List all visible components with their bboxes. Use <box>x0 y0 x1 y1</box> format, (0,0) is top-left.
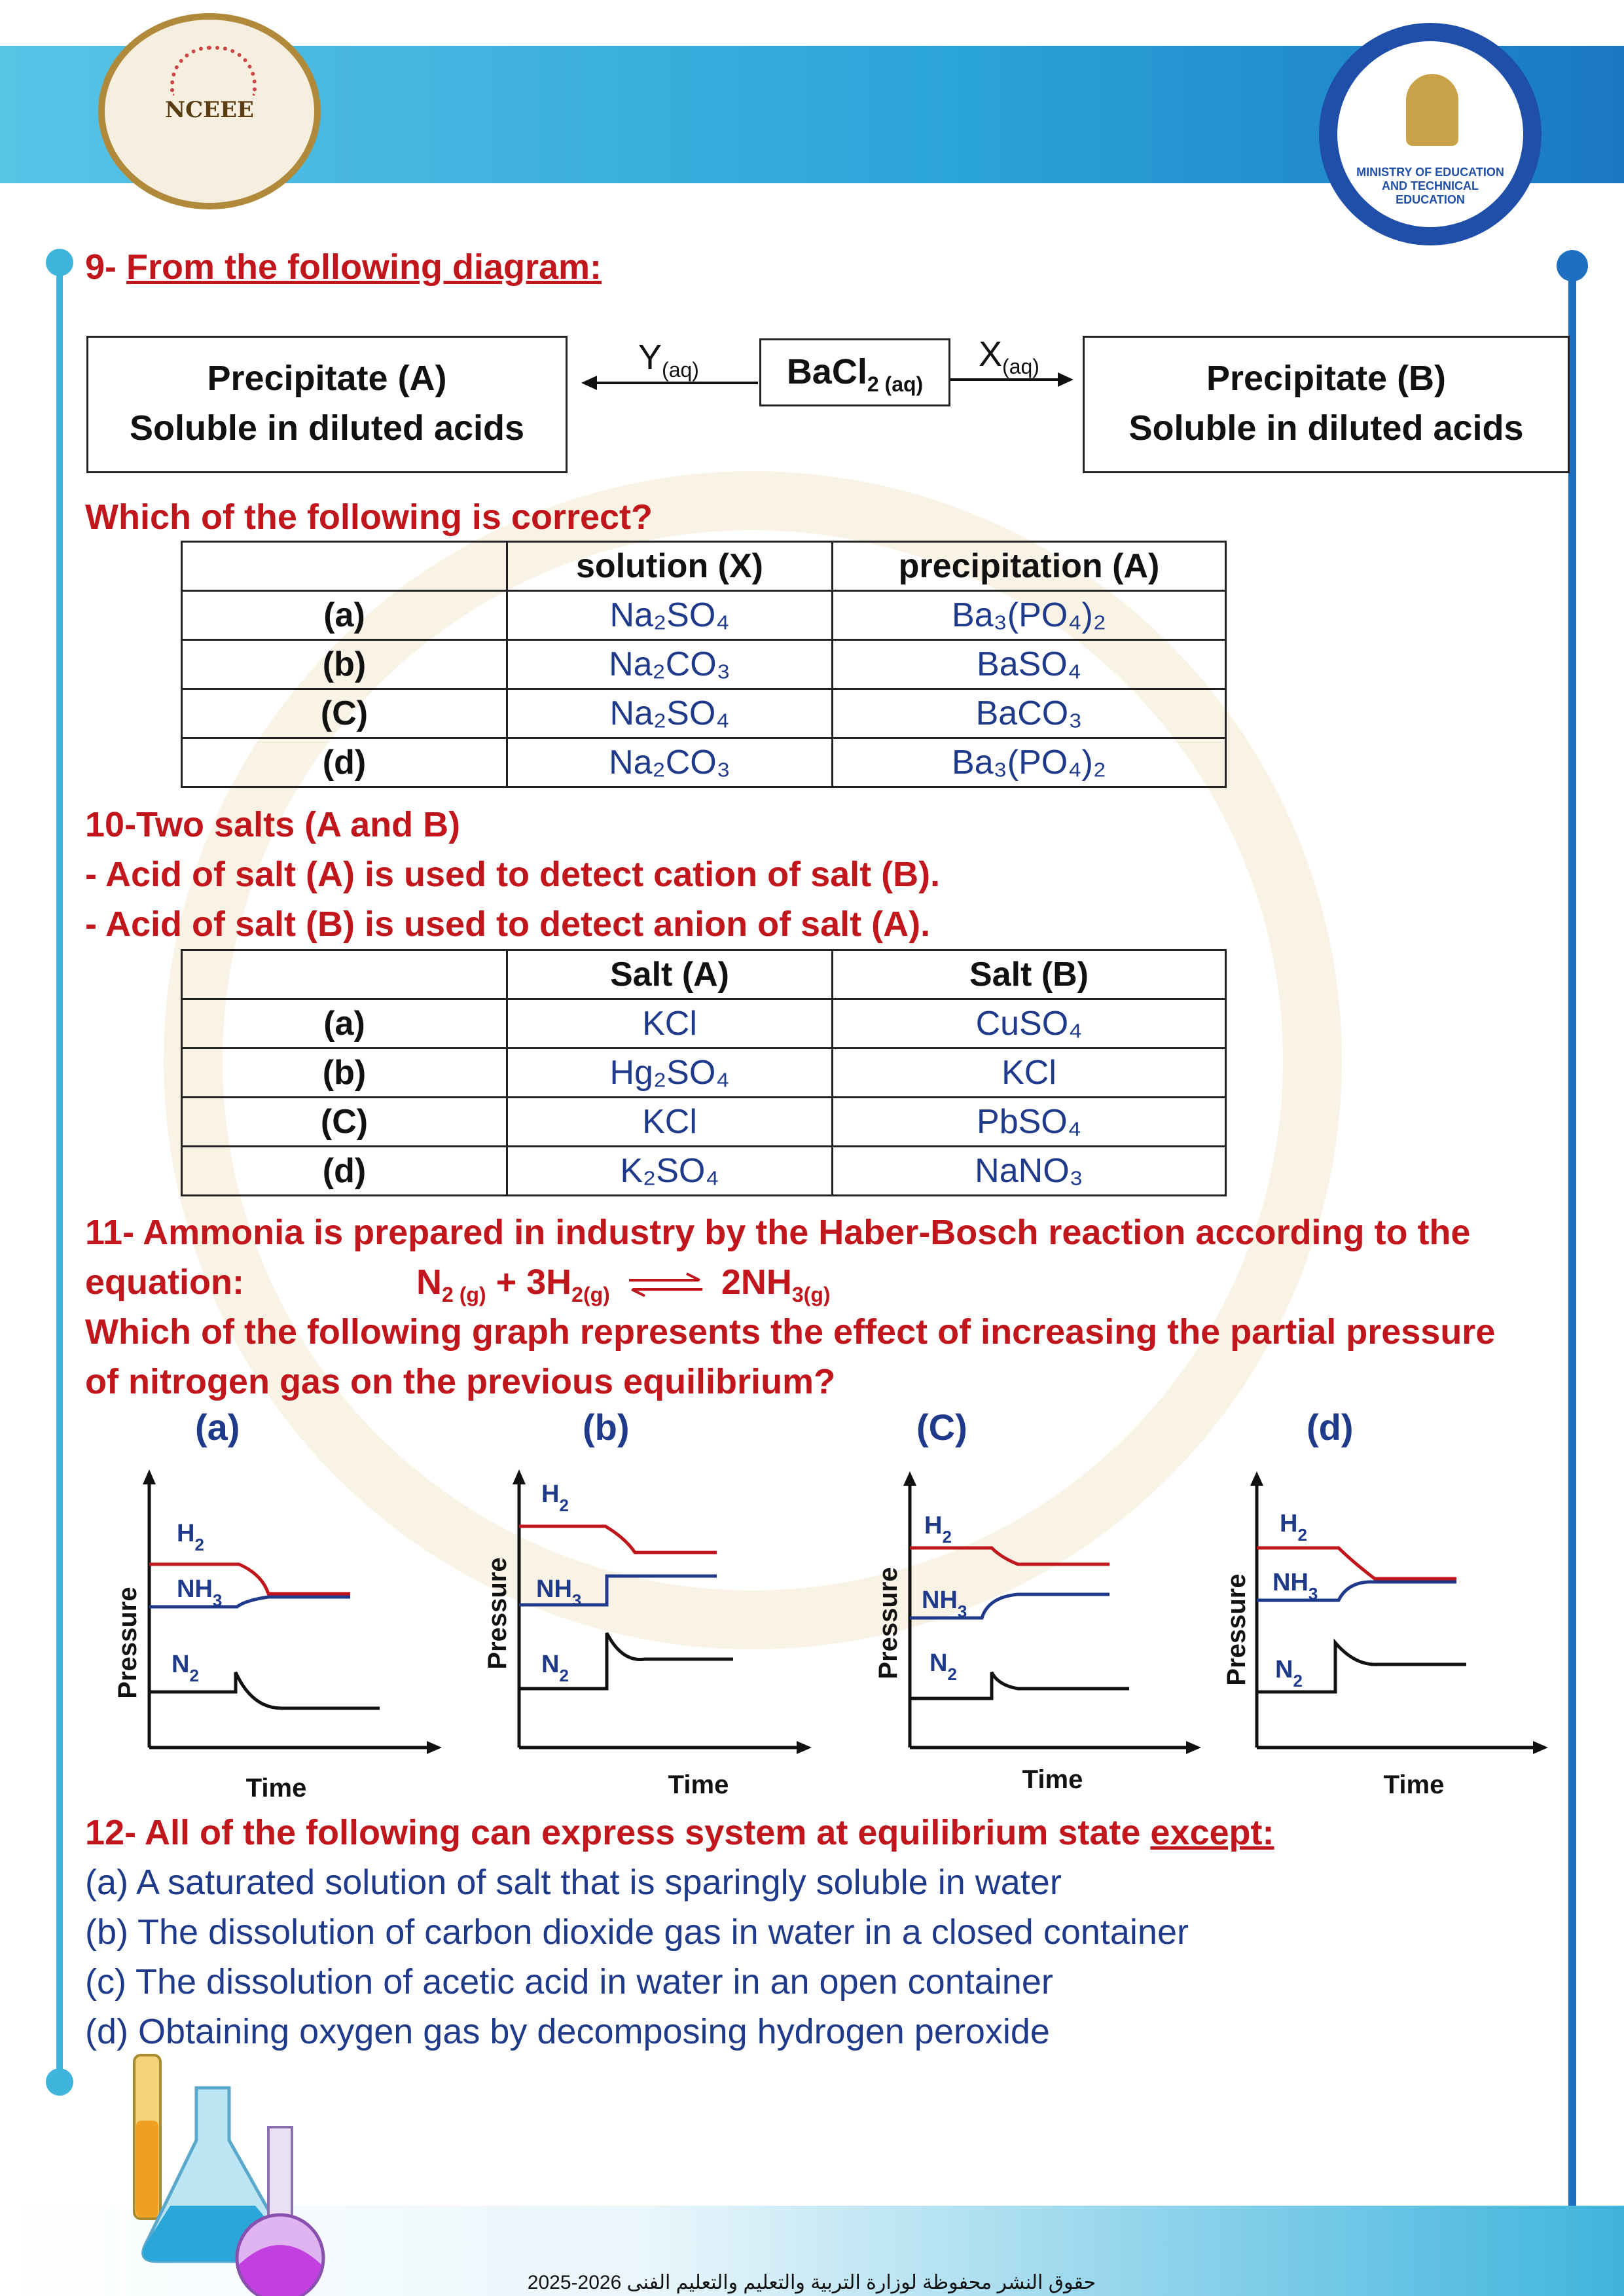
nceee-logo-text: NCEEE <box>165 97 254 123</box>
graph-label-a: (a) <box>195 1407 240 1448</box>
graph-b <box>481 1466 821 1806</box>
table-row <box>182 640 1226 689</box>
nh3-label: $NH_3$ <box>1272 1569 1318 1604</box>
eq-h2: + 3H <box>496 1263 572 1302</box>
q9-arrows <box>0 0 1624 524</box>
q9-row-x: Na₂CO₃ <box>507 640 833 689</box>
q9-row-x: Na₂CO₃ <box>507 738 833 787</box>
table-row <box>182 1049 1226 1098</box>
h2-label: $H_2$ <box>924 1512 952 1547</box>
q10-row-b: PbSO₄ <box>833 1098 1226 1147</box>
q9-table <box>181 541 1227 788</box>
q9-row-label: (b) <box>182 640 507 689</box>
table-row <box>182 999 1226 1049</box>
q10-line1: - Acid of salt (A) is used to detect cation of salt (B). <box>85 855 941 894</box>
precipitate-b-line2: Soluble in diluted acids <box>1128 408 1524 448</box>
nh3-label: $NH_3$ <box>922 1587 967 1621</box>
q9-header-0 <box>182 542 507 591</box>
x-axis-label: Time <box>1383 1770 1445 1799</box>
q9-row-label: (C) <box>182 689 507 738</box>
h2-label: $H_2$ <box>1280 1510 1307 1545</box>
arrow-y-label <box>638 337 699 382</box>
q9-row-x: Na₂SO₄ <box>507 689 833 738</box>
n2-label: $N_2$ <box>541 1651 569 1685</box>
q9-title-text: From the following diagram: <box>126 247 602 287</box>
q10-row-a: KCl <box>507 999 833 1049</box>
y-axis-label: Pressure <box>874 1567 903 1679</box>
nh3-label: $NH_3$ <box>177 1575 223 1610</box>
h2-line <box>519 1526 717 1552</box>
q12-title-text: 12- All of the following can express system at equilibrium state <box>85 1813 1151 1852</box>
table-row <box>182 950 1226 999</box>
q11-eq-label: equation: <box>85 1263 244 1302</box>
q9-row-a: BaCO₃ <box>833 689 1226 738</box>
q10-row-a: K₂SO₄ <box>507 1147 833 1196</box>
n2-label: $N_2$ <box>171 1651 199 1685</box>
h2-label: $H_2$ <box>541 1480 569 1515</box>
bacl2-sub: 2 (aq) <box>867 372 924 396</box>
nh3-label: $NH_3$ <box>536 1575 582 1610</box>
equilibrium-arrows-icon <box>626 1272 705 1298</box>
precipitate-a-line2: Soluble in diluted acids <box>129 408 525 448</box>
left-rail <box>56 262 63 2088</box>
table-row <box>182 542 1226 591</box>
precipitate-a-line1: Precipitate (A) <box>207 359 447 398</box>
table-row <box>182 738 1226 787</box>
q12-option-c: (c) The dissolution of acetic acid in water in an open container <box>85 1962 1053 2001</box>
q10-row-label: (d) <box>182 1147 507 1196</box>
graph-label-b: (b) <box>583 1407 630 1448</box>
q9-row-a: Ba₃(PO₄)₂ <box>833 738 1226 787</box>
q10-row-a: Hg₂SO₄ <box>507 1049 833 1098</box>
q9-question: Which of the following is correct? <box>85 497 653 537</box>
q10-line2: - Acid of salt (B) is used to detect anion of salt (A). <box>85 905 931 944</box>
table-row <box>182 591 1226 640</box>
graph-c <box>864 1466 1204 1806</box>
q9-header-2: precipitation (A) <box>833 542 1226 591</box>
footer-text: حقوق النشر محفوظة لوزارة التربية والتعليم والتعليم الفنى 2026-2025 <box>527 2272 1096 2293</box>
q12-except: except: <box>1150 1813 1274 1852</box>
q9-header-1: solution (X) <box>507 542 833 591</box>
arrow-x-label <box>979 334 1039 379</box>
q9-row-a: Ba₃(PO₄)₂ <box>833 591 1226 640</box>
precipitate-b-line1: Precipitate (B) <box>1206 359 1447 398</box>
q12-option-d: (d) Obtaining oxygen gas by decomposing hydrogen peroxide <box>85 2012 1050 2051</box>
table-row <box>182 1098 1226 1147</box>
q10-row-a: KCl <box>507 1098 833 1147</box>
bacl2-text: BaCl <box>786 352 867 391</box>
q9-row-x: Na₂SO₄ <box>507 591 833 640</box>
q10-header-2: Salt (B) <box>833 950 1226 999</box>
q11-line2: Which of the following graph represents the effect of increasing the partial pressure <box>85 1312 1496 1352</box>
q10-title: 10-Two salts (A and B) <box>85 805 461 844</box>
graph-label-c: (C) <box>916 1407 967 1448</box>
q10-row-label: (a) <box>182 999 507 1049</box>
x-axis-label: Time <box>668 1770 729 1799</box>
q9-row-a: BaSO₄ <box>833 640 1226 689</box>
eq-h2-sub: 2(g) <box>571 1282 610 1306</box>
arrow-x-sub: (aq) <box>1002 354 1039 378</box>
q10-table <box>181 949 1227 1196</box>
q11-line1: 11- Ammonia is prepared in industry by the Haber-Bosch reaction according to the <box>85 1213 1471 1252</box>
right-rail <box>1568 268 1576 2206</box>
q9-number: 9- <box>85 247 127 287</box>
q10-row-label: (C) <box>182 1098 507 1147</box>
graph-a <box>111 1466 452 1806</box>
q10-row-b: CuSO₄ <box>833 999 1226 1049</box>
x-axis-label: Time <box>245 1774 307 1803</box>
q10-row-b: NaNO₃ <box>833 1147 1226 1196</box>
left-rail-bottom-dot <box>46 2068 73 2096</box>
lab-glassware-icon <box>98 2029 380 2296</box>
q12-option-b: (b) The dissolution of carbon dioxide gas in water in a closed container <box>85 1912 1189 1952</box>
q12-title <box>85 1808 1274 1857</box>
y-axis-label: Pressure <box>483 1557 512 1670</box>
q11-line3: of nitrogen gas on the previous equilibrium? <box>85 1362 836 1401</box>
n2-label: $N_2$ <box>929 1649 957 1684</box>
graph-d <box>1218 1466 1558 1806</box>
ministry-logo-text: MINISTRY OF EDUCATION AND TECHNICAL EDUCATION <box>1356 166 1504 206</box>
arrow-left-head <box>581 376 597 390</box>
table-row <box>182 689 1226 738</box>
h2-line <box>910 1548 1110 1564</box>
table-row <box>182 1147 1226 1196</box>
eq-n2: N <box>416 1263 442 1302</box>
q10-row-b: KCl <box>833 1049 1226 1098</box>
graph-label-d: (d) <box>1307 1407 1354 1448</box>
y-axis-label: Pressure <box>1222 1573 1251 1686</box>
q9-row-label: (d) <box>182 738 507 787</box>
arrow-y-text: Y <box>638 338 662 377</box>
q10-header-1: Salt (A) <box>507 950 833 999</box>
eq-nh3: 2NH <box>721 1263 792 1302</box>
q10-row-label: (b) <box>182 1049 507 1098</box>
q12-option-a: (a) A saturated solution of salt that is sparingly soluble in water <box>85 1863 1062 1902</box>
eq-n2-sub: 2 (g) <box>442 1282 486 1306</box>
q10-header-0 <box>182 950 507 999</box>
arrow-y-sub: (aq) <box>662 357 699 382</box>
n2-label: $N_2$ <box>1275 1656 1303 1691</box>
arrow-right-head <box>1058 372 1074 387</box>
arrow-x-text: X <box>979 334 1003 374</box>
y-axis-label: Pressure <box>113 1587 142 1699</box>
h2-label: $H_2$ <box>177 1520 204 1554</box>
q9-row-label: (a) <box>182 591 507 640</box>
x-axis-label: Time <box>1022 1765 1083 1794</box>
eq-nh3-sub: 3(g) <box>791 1282 831 1306</box>
